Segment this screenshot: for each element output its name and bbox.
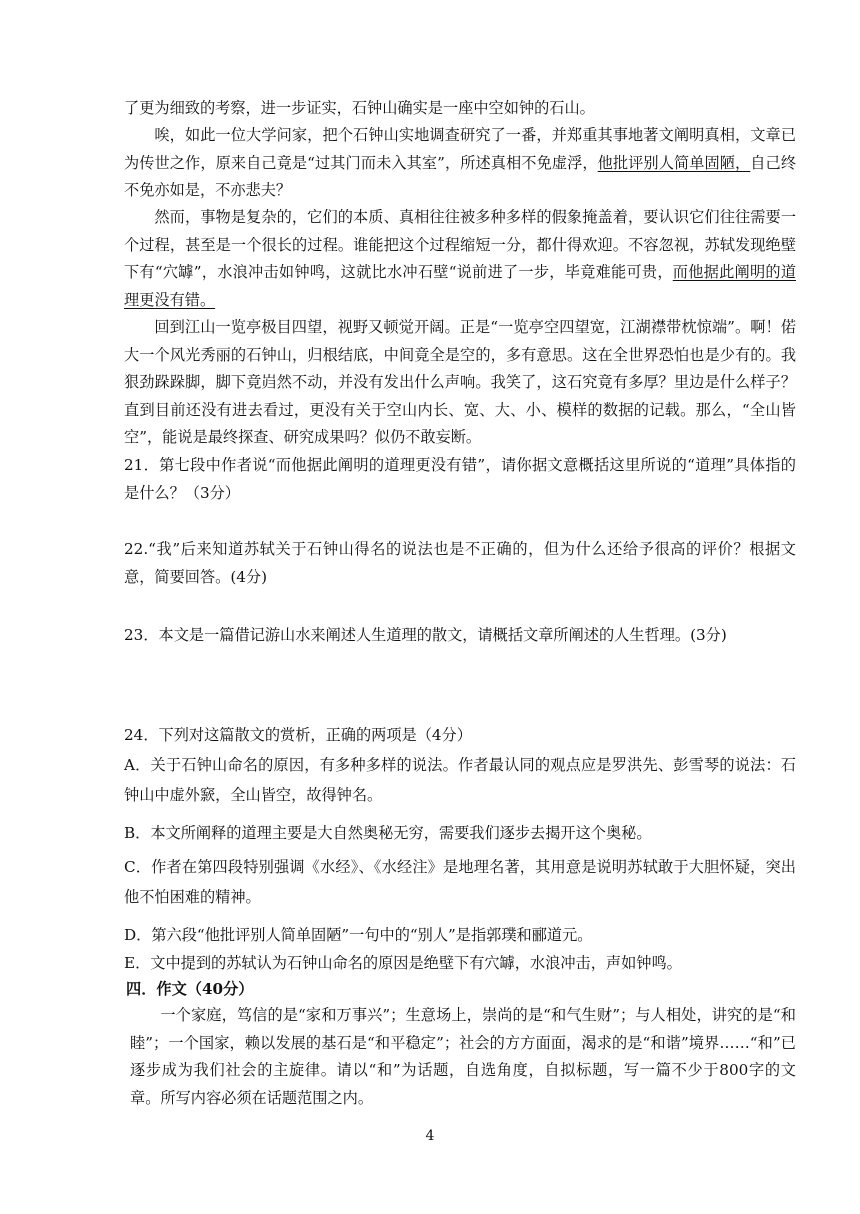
option-d: D．第六段“他批评别人简单固陋”一句中的“别人”是指郭璞和郦道元。: [124, 926, 593, 944]
passage-paragraph-3: [124, 204, 796, 314]
passage-paragraph-4: 回到江山一览亭极目四望，视野又顿觉开阔。正是“一览亭空四望宽，江湖襟带枕惊端”。啊！偌大一个风光秀丽的石钟山，归根结底，中间竟全是空的，多有意思。这在全世界恐怕也是少有的。我狠劲跺跺脚，脚下竟岿然不动，并没有发出什么声响。我笑了，这石究竟有多厚？里边是什么样子？直到目前还没有进去看过，更没有关于空山内长、宽、大、小、模样的数据的记载。那么，“全山皆空”，能说是最终探查、研究成果吗？似仍不敢妄断。: [124, 318, 796, 446]
p2-text-a: 唉，如此一位大学问家，把个石钟山实地调查研究了一番，并郑重其事地著文阐明真相，文章已为传世之作，原来自己竟是“过其门而未入其室”，所述真相不免虚浮，: [124, 126, 796, 172]
essay-prompt: 一个家庭，笃信的是“家和万事兴”；生意场上，崇尚的是“和气生财”；与人相处，讲究的是“和睦”；一个国家，赖以发展的基石是“和平稳定”；社会的方方面面，渴求的是“和谐”境界……“和”已逐步成为我们社会的主旋律。请以“和”为话题，自选角度，自拟标题，写一篇不少于800字的文章。所写内容必须在话题范围之内。: [130, 1006, 796, 1107]
p3-underlined-text: 而他据此阐明的道理更没有错。: [124, 263, 797, 309]
option-c: C．作者在第四段特别强调《水经》、《水经注》是地理名著，其用意是说明苏轼敢于大胆怀疑，突出他不怕困难的精神。: [124, 858, 796, 906]
p3-text-a: 然而，事物是复杂的，它们的本质、真相往往被多种多样的假象掩盖着，要认识它们往往需要一个过程，甚至是一个很长的过程。谁能把这个过程缩短一分，都什得欢迎。不容忽视，苏轼发现绝壁下有“穴罅”，水浪冲击如钟鸣，这就比水冲石壁“说前进了一步，毕竟难能可贵，: [124, 208, 796, 281]
option-b: B．本文所阐释的道理主要是大自然奥秘无穷，需要我们逐步去揭开这个奥秘。: [124, 824, 652, 842]
p2-underlined-text: 他批评别人简单固陋，: [597, 153, 751, 172]
question-21: 21．第七段中作者说“而他据此阐明的道理更没有错”，请你据文意概括这里所说的“道理”具体指的是什么？（3分）: [124, 456, 796, 502]
question-23: 23．本文是一篇借记游山水来阐述人生道理的散文，请概括文章所阐述的人生哲理。(3分): [124, 626, 727, 644]
question-22: 22.“我”后来知道苏轼关于石钟山得名的说法也是不正确的，但为什么还给予很高的评价？根据文意，简要回答。(4分): [124, 540, 796, 586]
passage-paragraph-2: [124, 122, 796, 205]
question-24: 24．下列对这篇散文的赏析，正确的两项是（4分）: [124, 726, 472, 744]
passage-paragraph-1: 了更为细致的考察，进一步证实，石钟山确实是一座中空如钟的石山。: [124, 99, 595, 117]
page-number: 4: [425, 1128, 435, 1144]
essay-heading: 四．作文（40分）: [126, 980, 254, 998]
option-a: A．关于石钟山命名的原因，有多种多样的说法。作者最认同的观点应是罗洪先、彭雪琴的说法：石钟山中虚外窾，全山皆空，故得钟名。: [124, 756, 796, 804]
p2-text-b: 自己终不免亦如是，不亦悲夫？: [124, 153, 797, 199]
option-e: E．文中提到的苏轼认为石钟山命名的原因是绝壁下有穴罅，水浪冲击，声如钟鸣。: [124, 954, 682, 972]
